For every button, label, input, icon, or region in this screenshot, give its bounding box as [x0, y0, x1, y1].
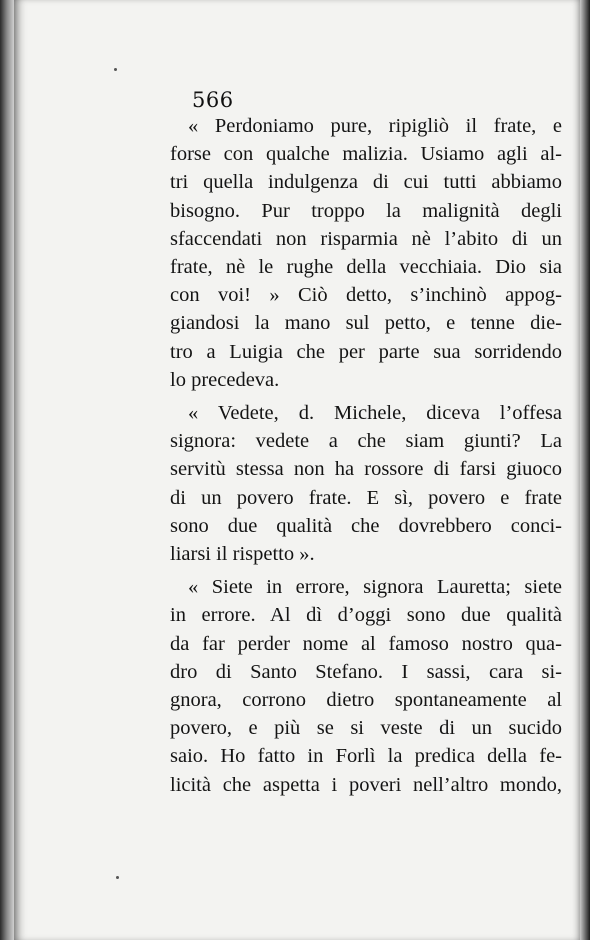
text-line: da far perder nome al famoso nostro qua- — [170, 632, 562, 655]
text-line: liarsi il rispetto ». — [170, 543, 315, 566]
text-line: servitù stessa non ha rossore di farsi giuoco — [170, 458, 562, 481]
text-line: signora: vedete a che siam giunti? La — [170, 430, 562, 453]
book-edge-shadow — [580, 0, 590, 940]
text-line: « Vedete, d. Michele, diceva l’offesa — [188, 402, 562, 425]
text-line: in errore. Al dì d’oggi sono due qualità — [170, 604, 562, 627]
text-line: saio. Ho fatto in Forlì la predica della fe- — [170, 745, 562, 768]
page-number: 566 — [192, 88, 234, 112]
text-line: lo precedeva. — [170, 368, 280, 391]
text-line: licità che aspetta i poveri nell’altro mondo, — [170, 773, 562, 796]
text-line: gnora, corrono dietro spontaneamente al — [170, 689, 562, 712]
text-line: di un povero frate. E sì, povero e frate — [170, 486, 562, 509]
text-line: dro di Santo Stefano. I sassi, cara si- — [170, 660, 562, 683]
paper-speck — [114, 68, 117, 71]
book-gutter-shadow — [0, 0, 14, 940]
text-line: povero, e più se si veste di un sucido — [170, 717, 562, 740]
paragraph-3 — [170, 573, 562, 799]
text-line: forse con qualche malizia. Usiamo agli al- — [170, 143, 562, 166]
book-page — [14, 0, 580, 940]
paragraph-2 — [170, 399, 562, 568]
text-line: « Siete in errore, signora Lauretta; siete — [188, 576, 562, 599]
text-line: sfaccendati non risparmia nè l’abito di un — [170, 227, 562, 250]
text-line: giandosi la mano sul petto, e tenne die- — [170, 312, 562, 335]
text-line: sono due qualità che dovrebbero conci- — [170, 514, 562, 537]
text-line: tro a Luigia che per parte sua sorridendo — [170, 340, 562, 363]
body-text — [170, 112, 562, 804]
text-line: frate, nè le rughe della vecchiaia. Dio sia — [170, 256, 562, 279]
text-line: con voi! » Ciò detto, s’inchinò appog- — [170, 284, 562, 307]
text-line: tri quella indulgenza di cui tutti abbiamo — [170, 171, 562, 194]
paper-speck — [116, 876, 119, 879]
text-line: bisogno. Pur troppo la malignità degli — [170, 199, 562, 222]
paragraph-1 — [170, 112, 562, 394]
text-line: « Perdoniamo pure, ripigliò il frate, e — [188, 115, 562, 137]
